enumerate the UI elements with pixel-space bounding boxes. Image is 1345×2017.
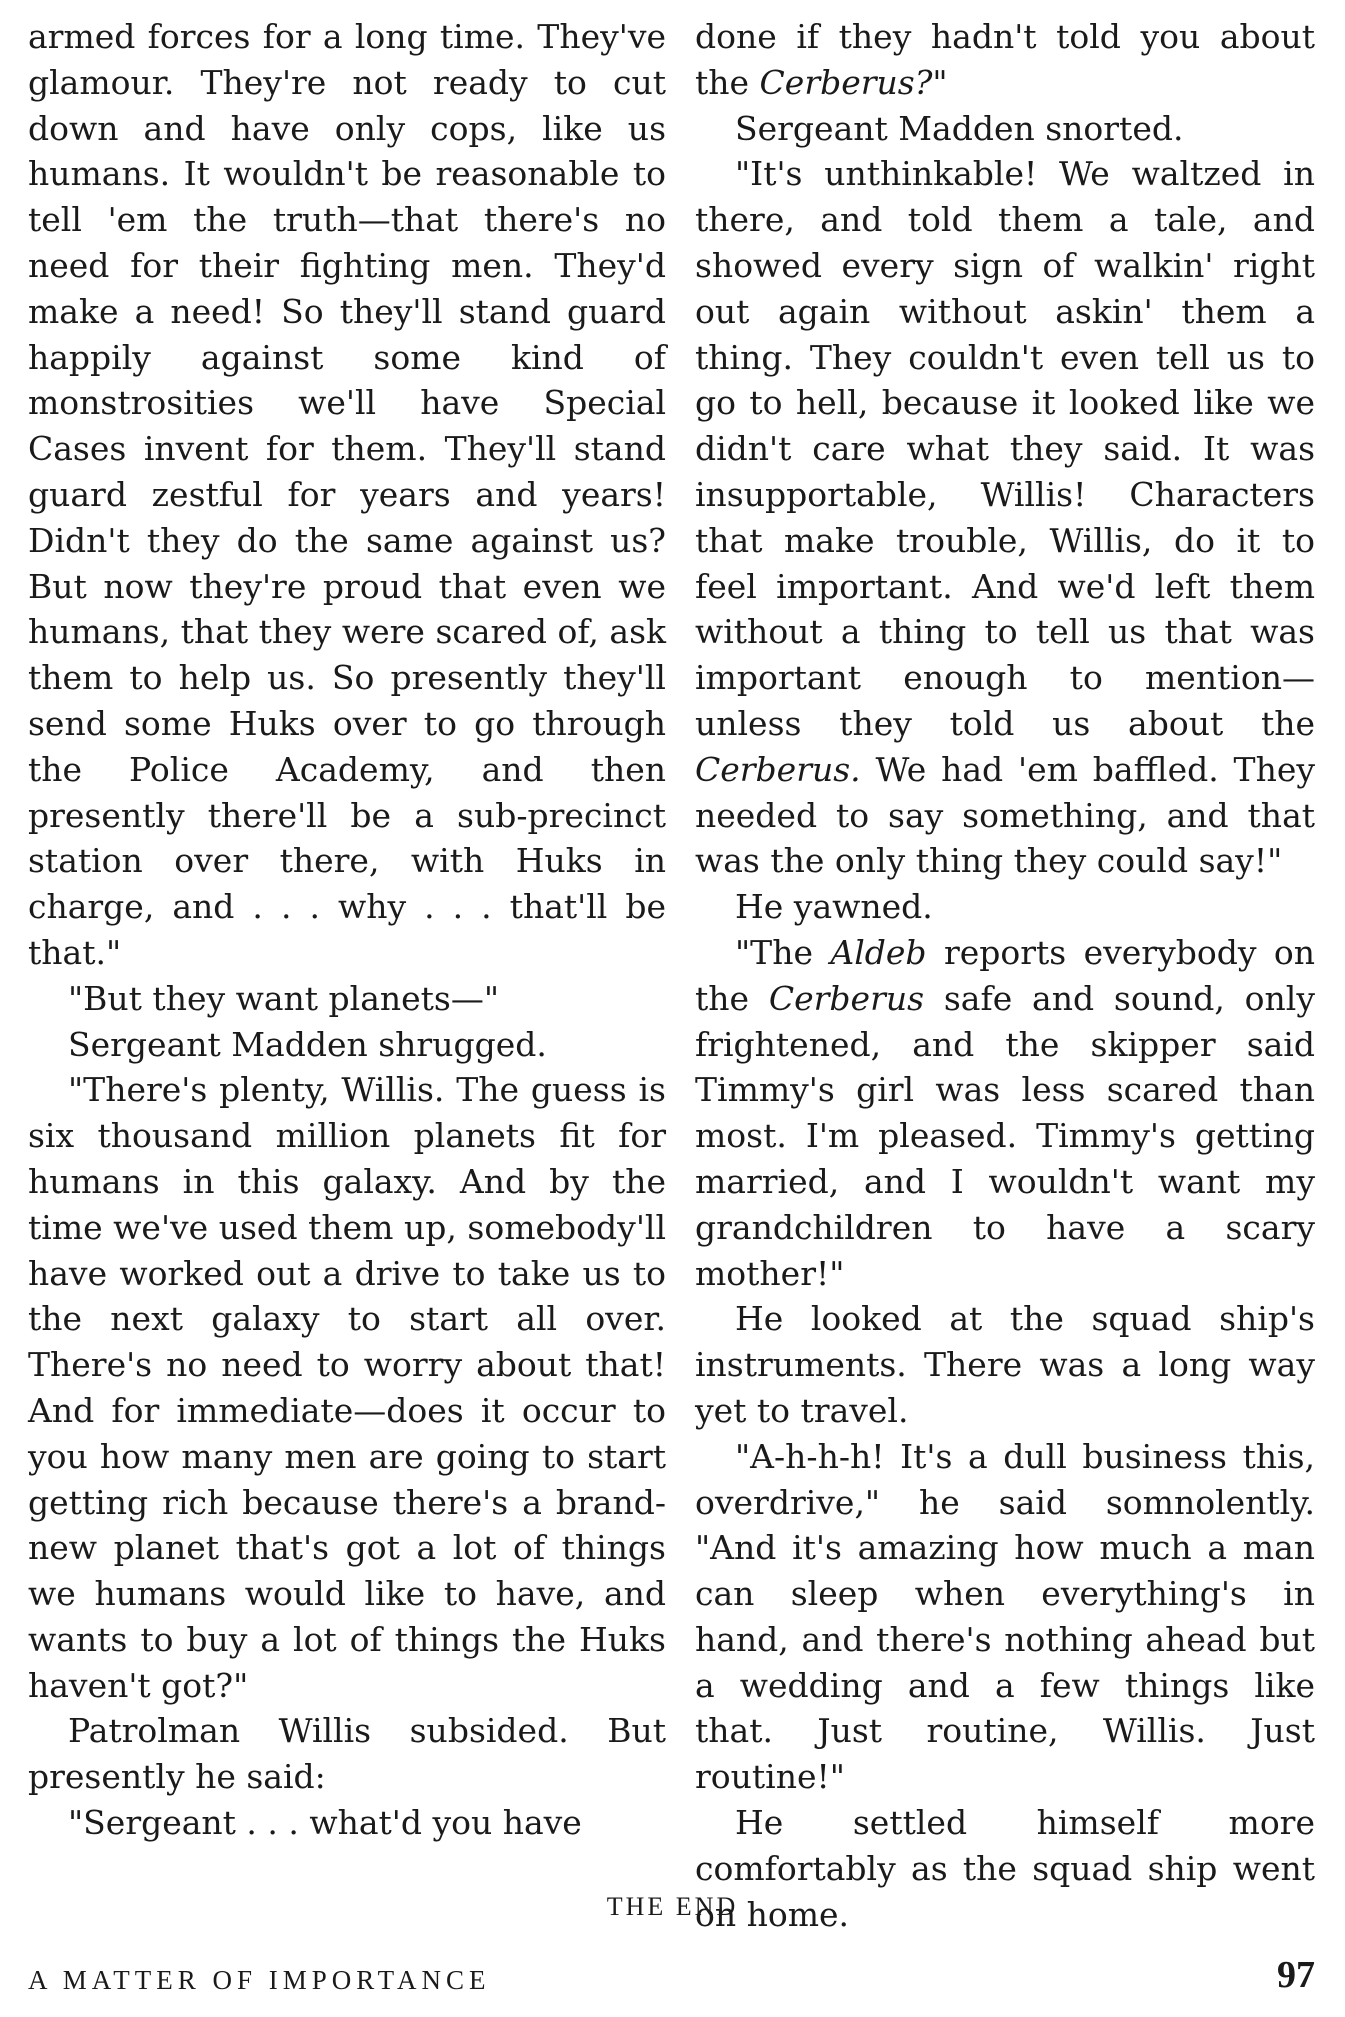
paragraph [695, 14, 1315, 106]
paragraph: "There's plenty, Willis. The guess is six thousand million planets fit for humans in this galaxy. And by the time we've used them up, somebody'll have worked out a drive to take us to the next galaxy to start all over. There's no need to worry about that! And for immediate—does it occur to you how many men are going to start getting rich because there's a brand-new planet that's got a lot of things we humans would like to have, and wants to buy a lot of things the Huks haven't got?" [28, 1070, 666, 1705]
paragraph [695, 930, 1315, 1296]
end-mark: THE END [606, 1892, 739, 1921]
text-run: "It's unthinkable! We waltzed in there, and told them a tale, and showed every sign of walkin' right out again without askin' them a thing. They couldn't even tell us to go to hell, because it looked like we didn't care what they said. It was insupportable, Willis! Characters that make trouble, Willis, do it to feel important. And we'd left them without a thing to tell us that was important enough to mention—unless they told us about the [695, 154, 1315, 743]
right-column [695, 14, 1315, 1937]
ship-name-italic: Cerberus [768, 978, 925, 1018]
ship-name-italic: Cerberus? [759, 62, 933, 102]
ship-name-italic: Cerberus. [695, 749, 861, 789]
text-run: safe and sound, only frightened, and the skipper said Timmy's girl was less scared than most. I'm pleased. Timmy's getting married, and I wouldn't want my grandchildren to have a scary mother!" [695, 978, 1315, 1293]
paragraph: "Sergeant . . . what'd you have [68, 1803, 582, 1843]
paragraph: Sergeant Madden shrugged. [68, 1024, 547, 1064]
paragraph: "But they want planets—" [68, 978, 500, 1018]
paragraph: Sergeant Madden snorted. [735, 108, 1184, 148]
text-run: " [932, 62, 948, 102]
text-run: We had 'em baffled. They needed to say something, and that was the only thing they could say!" [695, 749, 1315, 881]
left-column [28, 14, 666, 1846]
paragraph: "A-h-h-h! It's a dull business this, overdrive," he said somnolently. "And it's amazing how much a man can sleep when everything's in hand, and there's nothing ahead but a wedding and a few things like that. Just routine, Willis. Just routine!" [695, 1436, 1315, 1797]
paragraph: He settled himself more comfortably as the squad ship went on home. [695, 1803, 1315, 1934]
text-run: done if they hadn't told you about the [695, 17, 1315, 102]
paragraph [695, 151, 1315, 884]
paragraph: He looked at the squad ship's instruments. There was a long way yet to travel. [695, 1299, 1315, 1430]
paragraph: Patrolman Willis subsided. But presently he said: [28, 1711, 666, 1797]
ship-name-italic: Aldeb [830, 932, 927, 972]
text-run: reports everybody on the [695, 932, 1315, 1018]
running-title: A MATTER OF IMPORTANCE [28, 1965, 491, 1995]
paragraph: armed forces for a long time. They've glamour. They're not ready to cut down and have only cops, like us humans. It wouldn't be reasonable to tell 'em the truth—that there's no need for their fighting men. They'd make a need! So they'll stand guard happily against some kind of monstrosities we'll have Special Cases invent for them. They'll stand guard zestful for years and years! Didn't they do the same against us? But now they're proud that even we humans, that they were scared of, ask them to help us. So presently they'll send some Huks over to go through the Police Academy, and then presently there'll be a sub-precinct station over there, with Huks in charge, and . . . why . . . that'll be that." [28, 17, 666, 972]
page-number: 97 [1277, 1954, 1315, 1996]
text-run: "The [735, 932, 831, 972]
paragraph: He yawned. [735, 887, 933, 927]
